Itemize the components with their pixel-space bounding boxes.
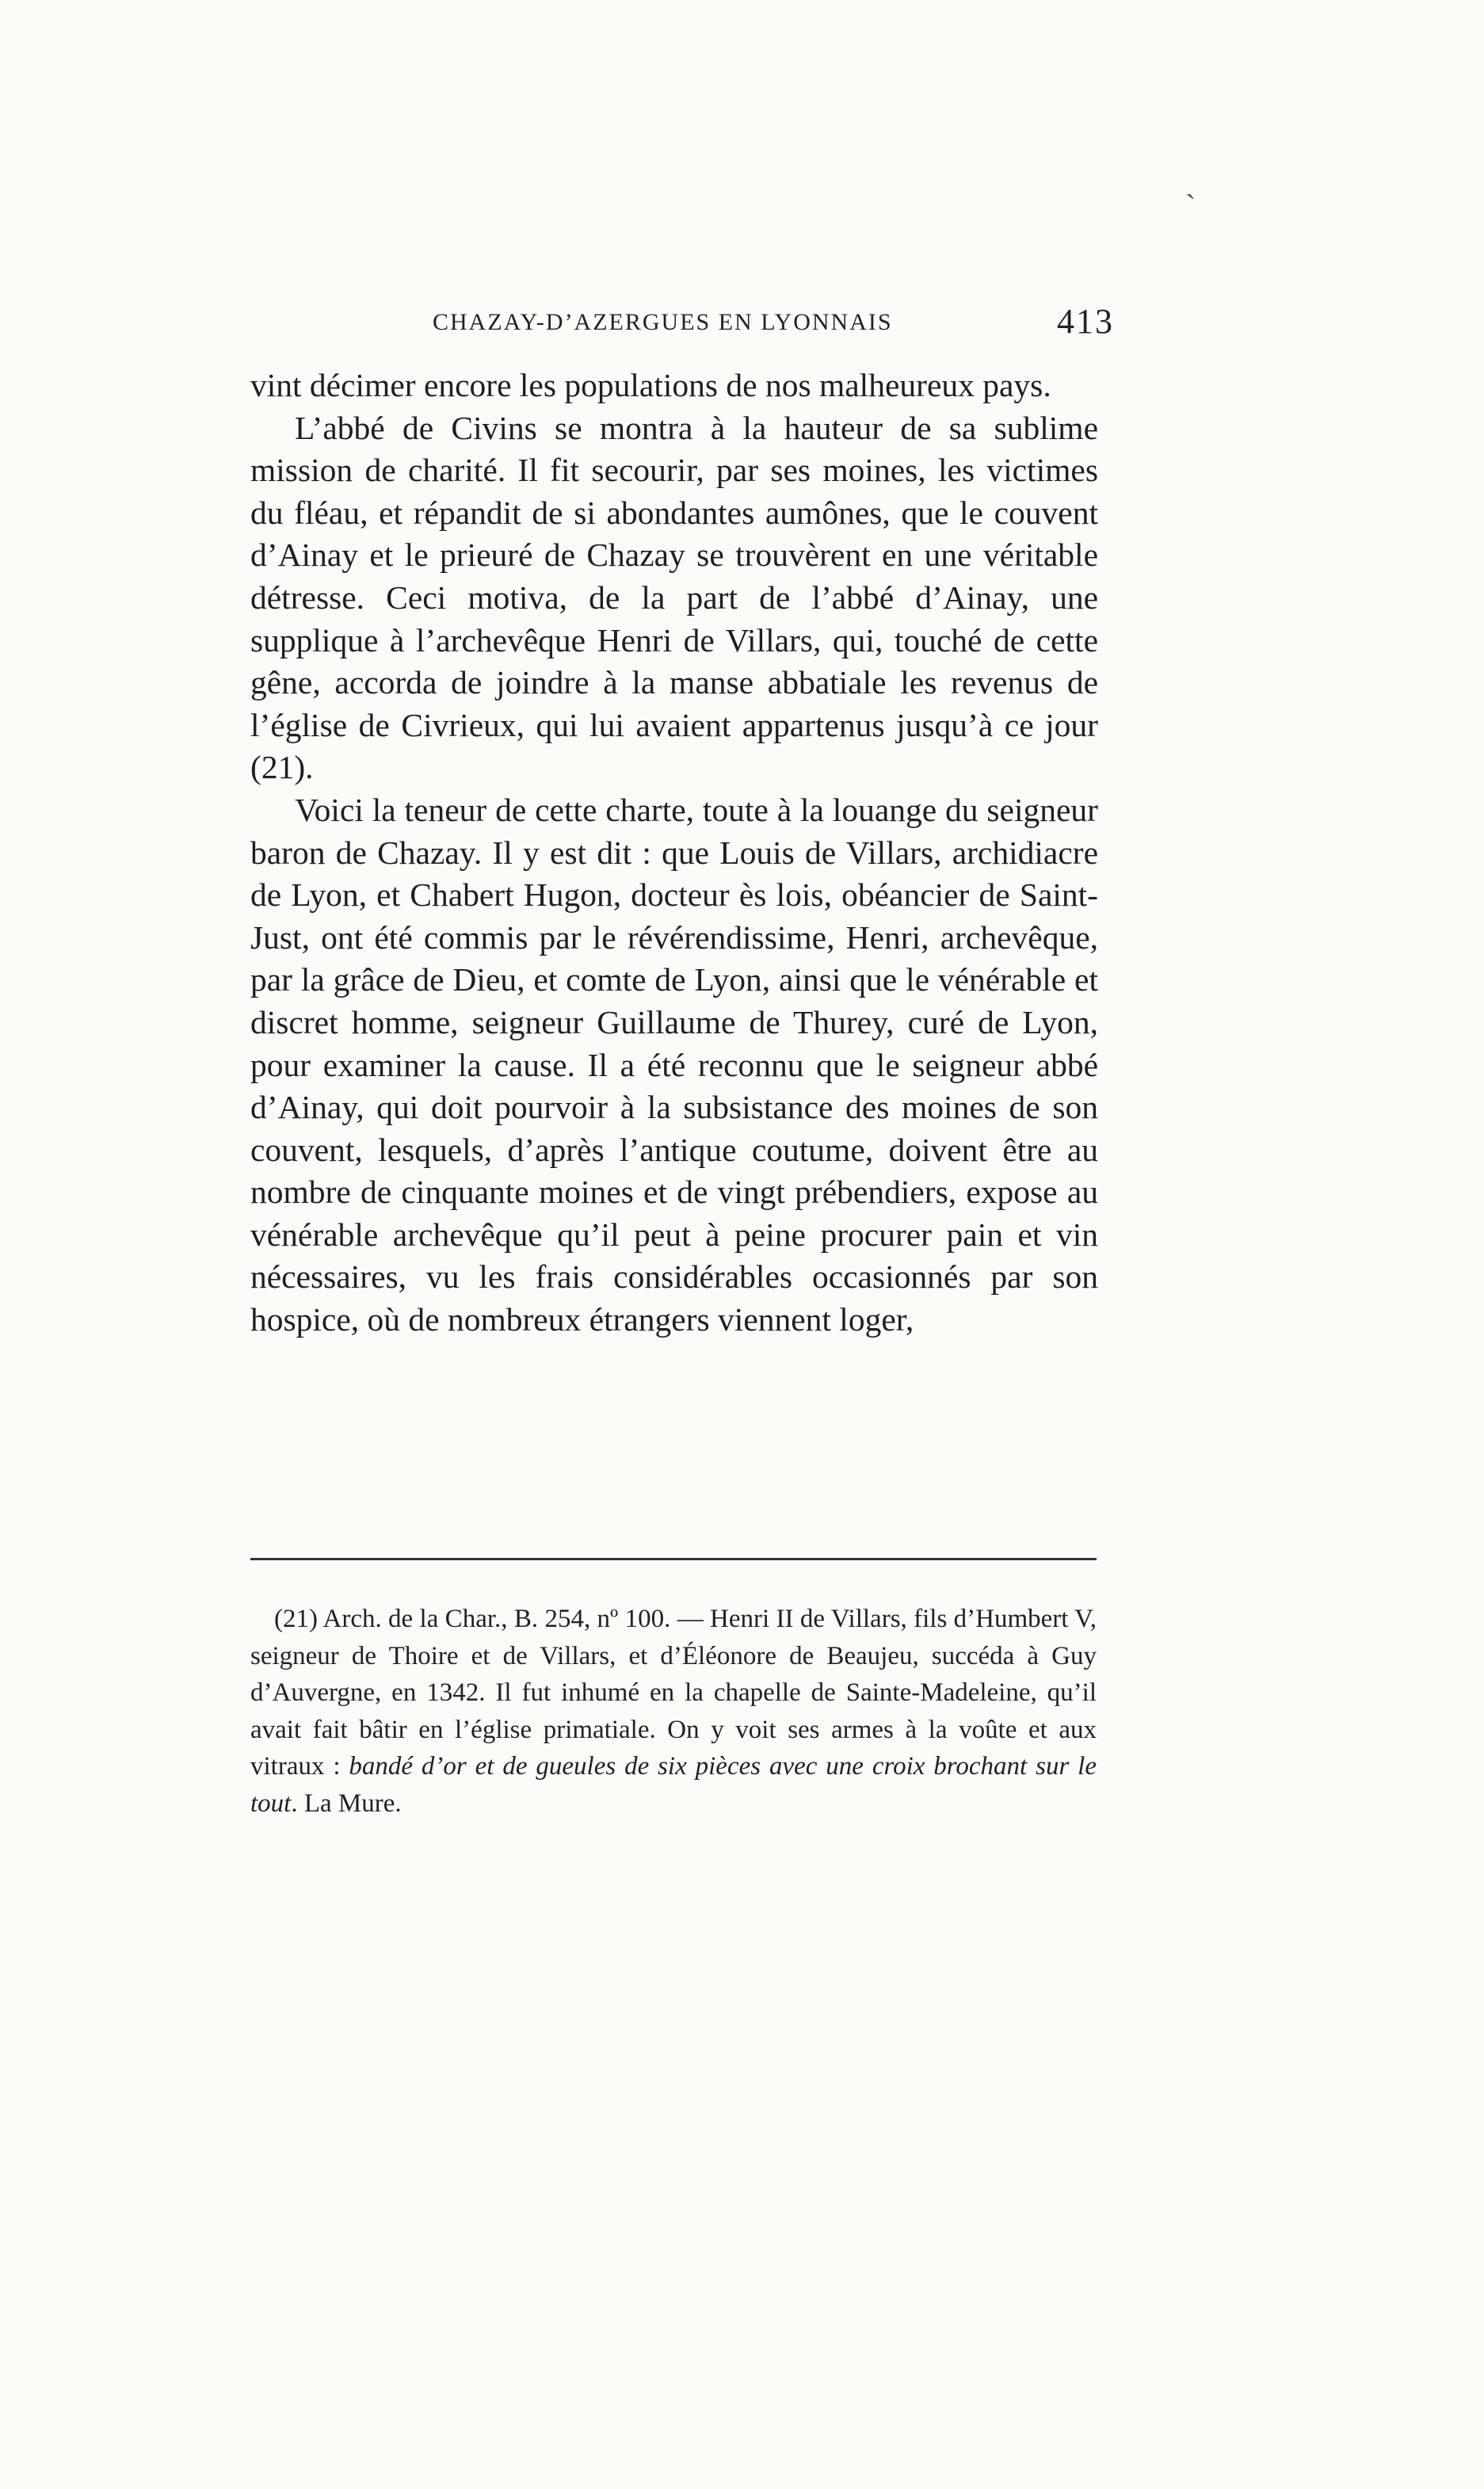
margin-mark: ` [1185,188,1196,223]
paragraph: vint décimer encore les populations de nos malheureux pays. [250,367,1051,403]
running-title: CHAZAY-D’AZERGUES EN LYONNAIS [433,309,893,335]
paragraph: Voici la teneur de cette charte, toute à la louange du seigneur baron de Chazay. Il y est dit : que Louis de Villars, archidiacre de Lyon, et Chabert Hugon, docteur ès lois, obéancier de Saint-Just, ont été commis par le révérendissime, Henri, archevêque, par la grâce de Dieu, et comte de Lyon, ainsi que le vénérable et discret homme, seigneur Guillaume de Thurey, curé de Lyon, pour examiner la cause. Il a été reconnu que le seigneur abbé d’Ainay, qui doit pourvoir à la subsistance des moines de son couvent, lesquels, d’après l’antique coutume, doivent être au nombre de cinquante moines et de vingt prébendiers, expose au vénérable archevêque qu’il peut à peine procurer pain et vin nécessaires, vu les frais considérables occasionnés par son hospice, où de nombreux étrangers viennent loger, [250,791,1098,1338]
footnotes [250,1601,1097,1822]
page-number: 413 [1057,302,1114,341]
body-text [250,365,1098,1342]
footnote-text: (21) Arch. de la Char., B. 254, nº 100. — Henri II de Villars, fils d’Humbert V, seigneur de Thoire et de Villars, et d’Éléonore de Beaujeu, succéda à Guy d’Auvergne, en 1342. Il fut inhumé en la chapelle de Sainte-Madeleine, qu’il avait fait bâtir en l’église primatiale. On y voit ses armes à la voûte et aux vitraux : [250,1605,1097,1781]
footnote-rule [250,1558,1097,1560]
paragraph: L’abbé de Civins se montra à la hauteur de sa sublime mission de charité. Il fit secourir, par ses moines, les victimes du fléau, et répandit de si abondantes aumônes, que le couvent d’Ainay et le prieuré de Chazay se trouvèrent en une véritable détresse. Ceci motiva, de la part de l’abbé d’Ainay, une supplique à l’archevêque Henri de Villars, qui, touché de cette gêne, accorda de joindre à la manse abbatiale les revenus de l’église de Civrieux, qui lui avaient appartenus jusqu’à ce jour (21). [250,409,1098,786]
running-head [250,301,1114,349]
footnote-italic-blazon: bandé d’or et de gueules de six pièces avec une croix brochant sur le tout [250,1752,1097,1818]
footnote-21 [250,1601,1097,1822]
footnote-source: . La Mure. [291,1788,402,1818]
